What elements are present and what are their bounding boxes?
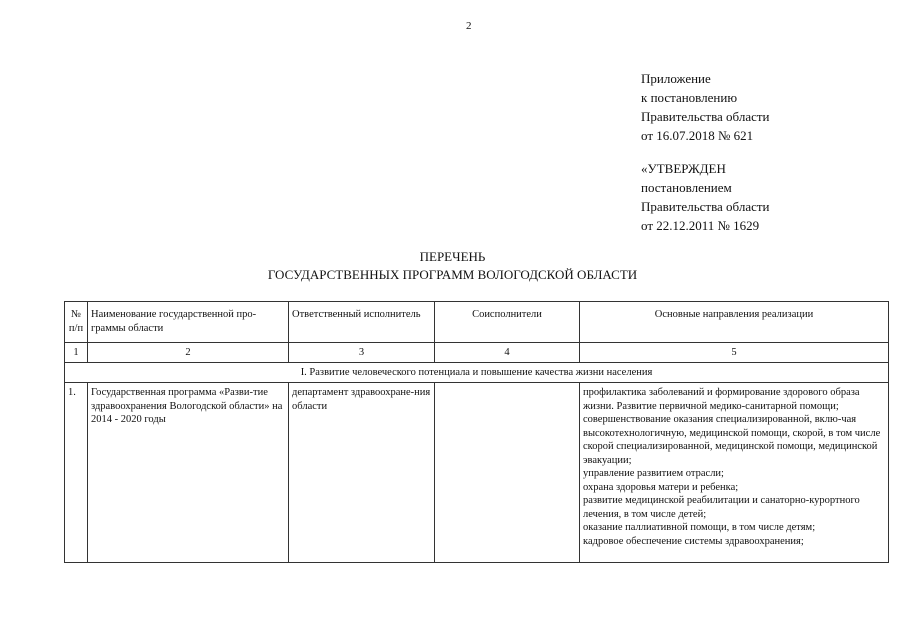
appendix-line-1: Приложение (641, 71, 711, 86)
document-title (0, 248, 905, 284)
approved-line-4: от 22.12.2011 № 1629 (641, 218, 760, 233)
program-executor: департамент здравоохране-ния области (289, 383, 435, 563)
appendix-line-4: от 16.07.2018 № 621 (641, 128, 754, 143)
direction-item: совершенствование оказания специализированной, вклю-чая высокотехнологичную, медицинской помощи, скорой, в том числе скорой специализированной, медицинской помощи, медицинской эвакуации; (583, 414, 881, 466)
page-number: 2 (466, 20, 472, 32)
program-coexecutors (435, 383, 580, 563)
row-num: 1. (65, 383, 88, 563)
approved-line-1: «УТВЕРЖДЕН (641, 161, 726, 176)
header-name: Наименование государственной про-граммы области (88, 302, 289, 343)
table-row (65, 383, 889, 563)
title-line-2: ГОСУДАРСТВЕННЫХ ПРОГРАММ ВОЛОГОДСКОЙ ОБЛАСТИ (267, 267, 638, 282)
header-num: № п/п (65, 302, 88, 343)
header-coexecutors: Соисполнители (435, 302, 580, 343)
column-number: 4 (435, 343, 580, 363)
column-number: 2 (88, 343, 289, 363)
direction-item: кадровое обеспечение системы здравоохранения; (583, 535, 804, 547)
appendix-block (641, 69, 770, 145)
direction-item: управление развитием отрасли; (583, 468, 724, 479)
approved-line-3: Правительства области (641, 199, 770, 214)
programs-table (64, 301, 889, 563)
program-name: Государственная программа «Разви-тие здравоохранения Вологодской области» на 2014 - 2020 годы (88, 383, 289, 563)
appendix-line-2: к постановлению (641, 90, 738, 105)
title-line-1: ПЕРЕЧЕНЬ (419, 249, 486, 264)
header-directions: Основные направления реализации (580, 302, 889, 343)
column-number-row (65, 343, 889, 363)
direction-item: развитие медицинской реабилитации и санаторно-курортного лечения, в том числе детей; (583, 495, 860, 520)
direction-item: профилактика заболеваний и формирование здорового образа жизни. Развитие первичной медико-санитарной помощи; (583, 387, 860, 412)
program-directions (580, 383, 889, 563)
header-row (65, 302, 889, 343)
section-row (65, 363, 889, 383)
column-number: 3 (289, 343, 435, 363)
direction-item: оказание паллиативной помощи, в том числе детям; (583, 522, 816, 533)
approved-line-2: постановлением (641, 180, 732, 195)
column-number: 5 (580, 343, 889, 363)
column-number: 1 (65, 343, 88, 363)
section-title: I. Развитие человеческого потенциала и повышение качества жизни населения (65, 363, 889, 383)
direction-item: охрана здоровья матери и ребенка; (583, 481, 739, 493)
appendix-line-3: Правительства области (641, 109, 770, 124)
approved-block (641, 159, 770, 235)
header-executor: Ответственный исполнитель (289, 302, 435, 343)
